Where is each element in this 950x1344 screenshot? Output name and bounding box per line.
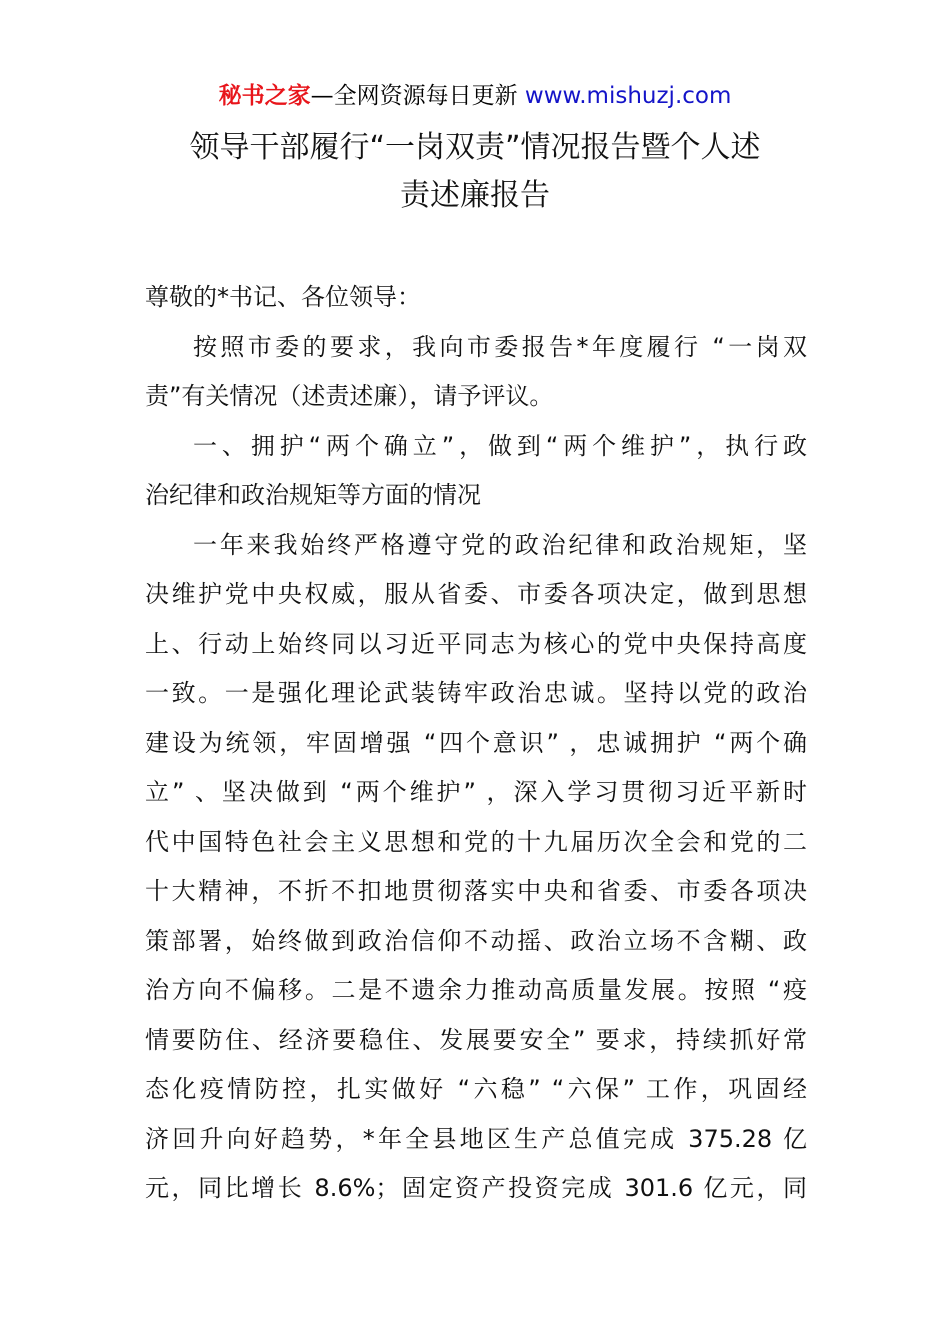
paragraph-line: 按照市委的要求，我向市委报告*年度履行 “一岗双 [193, 332, 807, 361]
header-tagline: —全网资源每日更新 [310, 83, 525, 109]
heading-line: 一、拥护“两个确立”，做到“两个维护”，执行政 [193, 431, 807, 460]
site-url-link[interactable]: www.mishuzj.com [524, 83, 732, 109]
salutation [145, 273, 807, 323]
paragraph-line: 责”有关情况（述责述廉），请予评议。 [145, 382, 554, 410]
paragraph-line: 一致。一是强化理论武装铸牢政治忠诚。坚持以党的政治 [145, 679, 807, 707]
section-heading-1 [145, 422, 807, 521]
document-title [100, 124, 850, 220]
title-line-1: 领导干部履行“一岗双责”情况报告暨个人述 [189, 130, 761, 165]
paragraph-line: 态化疫情防控，扎实做好 “六稳” “六保” 工作，巩固经 [145, 1075, 807, 1103]
document-body [145, 273, 807, 1214]
paragraph-line: 上、行动上始终同以习近平同志为核心的党中央保持高度 [145, 629, 807, 658]
paragraph-line: 元，同比增长 8.6%；固定资产投资完成 301.6 亿元，同 [145, 1174, 807, 1202]
salutation-line: 尊敬的*书记、各位领导： [145, 283, 421, 311]
paragraph-line: 策部署，始终做到政治信仰不动摇、政治立场不含糊、政 [145, 926, 807, 955]
paragraph-line: 立” 、坚决做到 “两个维护” ，深入学习贯彻习近平新时 [145, 778, 807, 806]
paragraph-line: 十大精神，不折不扣地贯彻落实中央和省委、市委各项决 [145, 877, 807, 905]
brand-name: 秘书之家 [218, 83, 311, 109]
paragraph-line: 情要防住、经济要稳住、发展要安全” 要求，持续抓好常 [145, 1025, 807, 1054]
paragraph-line: 一年来我始终严格遵守党的政治纪律和政治规矩，坚 [193, 530, 807, 559]
paragraph-body [145, 521, 807, 1214]
site-header [0, 80, 950, 112]
paragraph-line: 建设为统领，牢固增强 “四个意识” ，忠诚拥护 “两个确 [145, 728, 807, 757]
title-line-2: 责述廉报告 [400, 178, 550, 213]
paragraph-intro [145, 323, 807, 422]
paragraph-line: 治方向不偏移。二是不遗余力推动高质量发展。按照 “疫 [145, 976, 807, 1004]
heading-line: 治纪律和政治规矩等方面的情况 [145, 481, 481, 509]
paragraph-line: 代中国特色社会主义思想和党的十九届历次全会和党的二 [145, 827, 807, 856]
paragraph-line: 济回升向好趋势，*年全县地区生产总值完成 375.28 亿 [145, 1124, 807, 1153]
paragraph-line: 决维护党中央权威，服从省委、市委各项决定，做到思想 [145, 580, 807, 608]
